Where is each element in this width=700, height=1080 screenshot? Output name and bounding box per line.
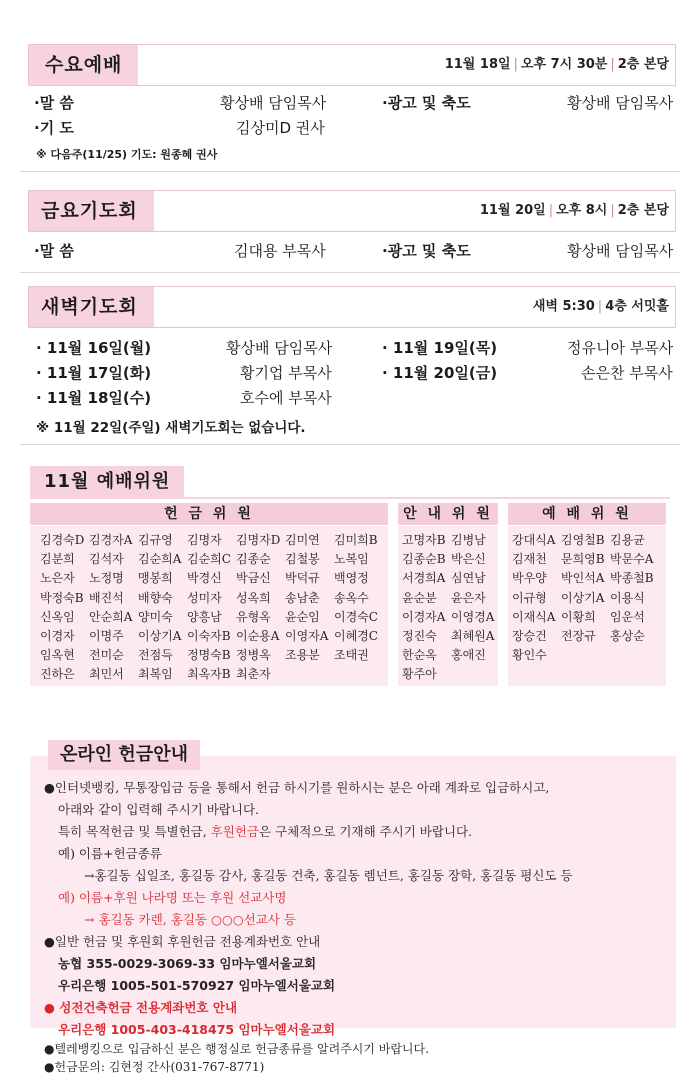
committee-member: 이순용A — [236, 628, 280, 643]
dawn-day: · 11월 16일(월) — [36, 339, 152, 357]
committee-member: 김미연 — [285, 533, 320, 547]
dawn-meta: 새벽 5:30 | 4층 서밋홀 — [532, 299, 669, 314]
committee-member: 정진숙 — [402, 628, 437, 643]
committee-row — [512, 608, 659, 627]
friday-sermon-value: 김대용 부목사 — [234, 242, 326, 260]
usher-committee-list — [402, 531, 500, 685]
committee-row — [40, 569, 383, 588]
dawn-section — [28, 286, 676, 328]
committee-member: 강대식A — [512, 533, 556, 547]
committee-row — [402, 550, 500, 569]
dawn-day: · 11월 20일(금) — [382, 364, 498, 382]
committee-member: 한순옥 — [402, 648, 437, 663]
committee-member: 김종순B — [402, 552, 446, 567]
committee-member: 김용균 — [610, 533, 645, 547]
worship-committee-header: 예 배 위 원 — [508, 503, 666, 525]
online-giving-text: →홍길동 십일조, 홍길동 감사, 홍길동 건축, 홍길동 렘넌트, 홍길동 장학, 홍길동 평신도 등 — [84, 868, 573, 883]
committee-member: 최춘자 — [236, 667, 271, 682]
friday-notice-value: 황상배 담임목사 — [567, 242, 674, 260]
committee-underline — [30, 497, 670, 499]
friday-meta: 11월 20일 | 오후 8시 | 2층 본당 — [479, 203, 669, 218]
divider — [20, 444, 680, 445]
online-giving-text: → 홍길동 카렌, 홍길동 ○○○선교사 등 — [84, 912, 296, 927]
committee-member: 홍애진 — [451, 648, 486, 663]
dawn-preacher: 황상배 담임목사 — [226, 339, 333, 357]
worship-committee-list — [512, 531, 659, 685]
committee-row — [40, 531, 383, 550]
committee-member: 배향숙 — [138, 590, 173, 605]
committee-member: 윤순임 — [285, 609, 320, 624]
committee-member: 송옥수 — [334, 590, 369, 605]
committee-member: 박정숙B — [40, 590, 84, 605]
committee-member: 신옥임 — [40, 609, 75, 624]
committee-member: 김영철B — [561, 533, 605, 547]
wednesday-prayer-value: 김상미D 권사 — [236, 119, 325, 137]
divider — [20, 272, 680, 273]
committee-member: 이경자A — [402, 609, 446, 624]
wednesday-date: 11월 18일 — [444, 57, 511, 72]
wednesday-prayer-label: ·기 도 — [34, 119, 74, 137]
offering-committee-list — [40, 531, 383, 685]
account-nonghyup: 농협 355-0029-3069-33 임마누엘서울교회 — [58, 956, 317, 971]
wednesday-notice-value: 황상배 담임목사 — [567, 94, 674, 112]
committee-member: 이명주 — [89, 628, 124, 643]
committee-member: 김순희A — [138, 552, 182, 567]
dawn-day: · 11월 19일(목) — [382, 339, 498, 357]
committee-title: 11월 예배위원 — [30, 466, 184, 498]
committee-member: 임운석 — [610, 609, 645, 624]
wednesday-sermon-label: ·말 씀 — [34, 94, 74, 112]
committee-member: 김철봉 — [285, 552, 320, 567]
committee-row — [40, 589, 383, 608]
committee-member: 전미순 — [89, 648, 124, 663]
committee-member: 박우양 — [512, 571, 547, 586]
committee-member: 노정명 — [89, 571, 124, 586]
committee-member: 성옥희 — [236, 590, 271, 605]
committee-member: 이용식 — [610, 590, 645, 605]
committee-member: 박금신 — [236, 571, 271, 586]
divider — [20, 171, 680, 172]
committee-member: 전점득 — [138, 648, 173, 663]
committee-member: 박경신 — [187, 571, 222, 586]
committee-member: 윤순분 — [402, 590, 437, 605]
committee-row — [512, 627, 659, 646]
committee-member: 조용분 — [285, 648, 320, 663]
dawn-preacher: 손은찬 부목사 — [581, 364, 673, 382]
committee-row — [512, 550, 659, 569]
committee-member: 김석자 — [89, 552, 124, 567]
dawn-place: 4층 서밋홀 — [605, 299, 669, 314]
friday-section — [28, 190, 676, 232]
committee-member: 박인석A — [561, 571, 605, 586]
dawn-preacher: 황기업 부목사 — [240, 364, 332, 382]
committee-member: 이상기A — [138, 628, 182, 643]
dawn-note: ※ 11월 22일(주일) 새벽기도회는 없습니다. — [36, 420, 306, 436]
friday-place: 2층 본당 — [617, 203, 669, 218]
committee-member: 김규영 — [138, 533, 173, 547]
committee-row — [40, 608, 383, 627]
wednesday-section — [28, 44, 676, 86]
dawn-day: · 11월 18일(수) — [36, 389, 152, 407]
committee-member: 김병남 — [451, 533, 486, 547]
online-giving-contact: ●헌금문의: 김현정 간사(031-767-8771) — [44, 1060, 265, 1074]
committee-member: 이영경A — [451, 609, 495, 624]
committee-row — [402, 531, 500, 550]
committee-member: 김경숙D — [40, 533, 85, 547]
wednesday-title: 수요예배 — [29, 45, 138, 85]
wednesday-time: 오후 7시 30분 — [520, 57, 608, 72]
online-giving-text: ●인터넷뱅킹, 무통장입금 등을 통해서 헌금 하시기를 원하시는 분은 아래 계좌로 입금하시고, — [44, 780, 550, 795]
committee-member: 박문수A — [610, 552, 654, 567]
committee-member: 김미희B — [334, 533, 378, 547]
dawn-title: 새벽기도회 — [29, 287, 154, 327]
committee-member: 김경자A — [89, 533, 133, 547]
committee-member: 유형옥 — [236, 609, 271, 624]
committee-member: 문희영B — [561, 552, 605, 567]
committee-member: 이상기A — [561, 590, 605, 605]
committee-member: 김재천 — [512, 552, 547, 567]
committee-row — [402, 665, 500, 684]
committee-member: 이재식A — [512, 609, 556, 624]
committee-member: 김명자D — [236, 533, 281, 547]
online-giving-title: 온라인 헌금안내 — [48, 740, 200, 770]
dawn-day: · 11월 17일(화) — [36, 364, 152, 382]
offering-committee-header: 헌 금 위 원 — [30, 503, 388, 525]
committee-member: 고명자B — [402, 533, 446, 547]
committee-member: 송남춘 — [285, 590, 320, 605]
committee-member: 이경숙C — [334, 609, 378, 624]
committee-member: 심연남 — [451, 571, 486, 586]
committee-row — [512, 665, 659, 684]
committee-member: 서경희A — [402, 571, 446, 586]
friday-time: 오후 8시 — [556, 203, 608, 218]
committee-member: 홍상순 — [610, 628, 645, 643]
committee-member: 김종순 — [236, 552, 271, 567]
committee-row — [402, 627, 500, 646]
committee-row — [512, 589, 659, 608]
committee-row — [402, 646, 500, 665]
committee-member: 정병옥 — [236, 648, 271, 663]
wednesday-meta: 11월 18일 | 오후 7시 30분 | 2층 본당 — [444, 57, 669, 72]
committee-row — [40, 665, 383, 684]
online-giving-text: ●일반 헌금 및 후원회 후원헌금 전용계좌번호 안내 — [44, 934, 321, 949]
committee-member: 윤은자 — [451, 590, 486, 605]
committee-member: 양미숙 — [138, 609, 173, 624]
committee-row — [512, 531, 659, 550]
committee-member: 진하은 — [40, 667, 75, 682]
committee-member: 이경자 — [40, 628, 75, 643]
wednesday-note: ※ 다음주(11/25) 기도: 원종혜 권사 — [36, 148, 218, 161]
committee-row — [512, 569, 659, 588]
dawn-preacher: 정유니아 부목사 — [567, 339, 674, 357]
committee-row — [40, 646, 383, 665]
committee-member: 맹봉희 — [138, 571, 173, 586]
committee-member: 장승건 — [512, 628, 547, 643]
committee-member: 최민서 — [89, 667, 124, 682]
account-woori-building: 우리은행 1005-403-418475 임마누엘서울교회 — [58, 1022, 336, 1037]
committee-row — [402, 608, 500, 627]
committee-member: 노복임 — [334, 552, 369, 567]
committee-member: 정명숙B — [187, 648, 231, 663]
dawn-time: 새벽 5:30 — [532, 299, 595, 314]
committee-member: 황인수 — [512, 648, 547, 663]
committee-member: 박덕규 — [285, 571, 320, 586]
committee-member: 이규형 — [512, 590, 547, 605]
committee-member: 배진석 — [89, 590, 124, 605]
committee-row — [40, 550, 383, 569]
friday-sermon-label: ·말 씀 — [34, 242, 74, 260]
wednesday-place: 2층 본당 — [617, 57, 669, 72]
online-giving-text: 예) 이름+후원 나라명 또는 후원 선교사명 — [58, 890, 287, 905]
online-giving-text: 특히 목적헌금 및 특별헌금, 후원헌금은 구체적으로 기재해 주시기 바랍니다. — [58, 824, 473, 839]
committee-member: 이혜경C — [334, 628, 378, 643]
committee-row — [512, 646, 659, 665]
committee-member: 이영자A — [285, 628, 329, 643]
committee-member: 성미자 — [187, 590, 222, 605]
committee-member: 조태권 — [334, 648, 369, 663]
wednesday-sermon-value: 황상배 담임목사 — [220, 94, 327, 112]
committee-member: 임옥현 — [40, 648, 75, 663]
committee-member: 이숙자B — [187, 628, 231, 643]
committee-member: 이황희 — [561, 609, 596, 624]
committee-row — [40, 627, 383, 646]
committee-member: 김순희C — [187, 552, 231, 567]
committee-member: 박종철B — [610, 571, 654, 586]
usher-committee-header: 안 내 위 원 — [398, 503, 498, 525]
friday-title: 금요기도회 — [29, 191, 154, 231]
committee-member: 김명자 — [187, 533, 222, 547]
account-woori: 우리은행 1005-501-570927 임마누엘서울교회 — [58, 978, 336, 993]
committee-member: 박은신 — [451, 552, 486, 567]
friday-notice-label: ·광고 및 축도 — [382, 242, 471, 260]
committee-member: 최혜원A — [451, 628, 495, 643]
dawn-preacher: 호수에 부목사 — [240, 389, 332, 407]
committee-member: 최옥자B — [187, 667, 231, 682]
committee-member: 백영정 — [334, 571, 369, 586]
dawn-header — [28, 286, 676, 328]
committee-member: 전장규 — [561, 628, 596, 643]
wednesday-header — [28, 44, 676, 86]
committee-row — [402, 589, 500, 608]
friday-header — [28, 190, 676, 232]
committee-member: 노은자 — [40, 571, 75, 586]
committee-row — [402, 569, 500, 588]
online-giving-text: 예) 이름+헌금종류 — [58, 846, 162, 861]
committee-member: 양흥남 — [187, 609, 222, 624]
online-giving-text: ●텔레뱅킹으로 입금하신 분은 행정실로 헌금종류를 알려주시기 바랍니다. — [44, 1042, 429, 1056]
wednesday-notice-label: ·광고 및 축도 — [382, 94, 471, 112]
friday-date: 11월 20일 — [479, 203, 546, 218]
committee-member: 안순희A — [89, 609, 133, 624]
committee-member: 최복임 — [138, 667, 173, 682]
committee-member: 김분희 — [40, 552, 75, 567]
committee-member: 황주아 — [402, 667, 437, 682]
online-giving-text: 아래와 같이 입력해 주시기 바랍니다. — [58, 802, 259, 817]
building-account-heading: ● 성전건축헌금 전용계좌번호 안내 — [44, 1000, 238, 1015]
